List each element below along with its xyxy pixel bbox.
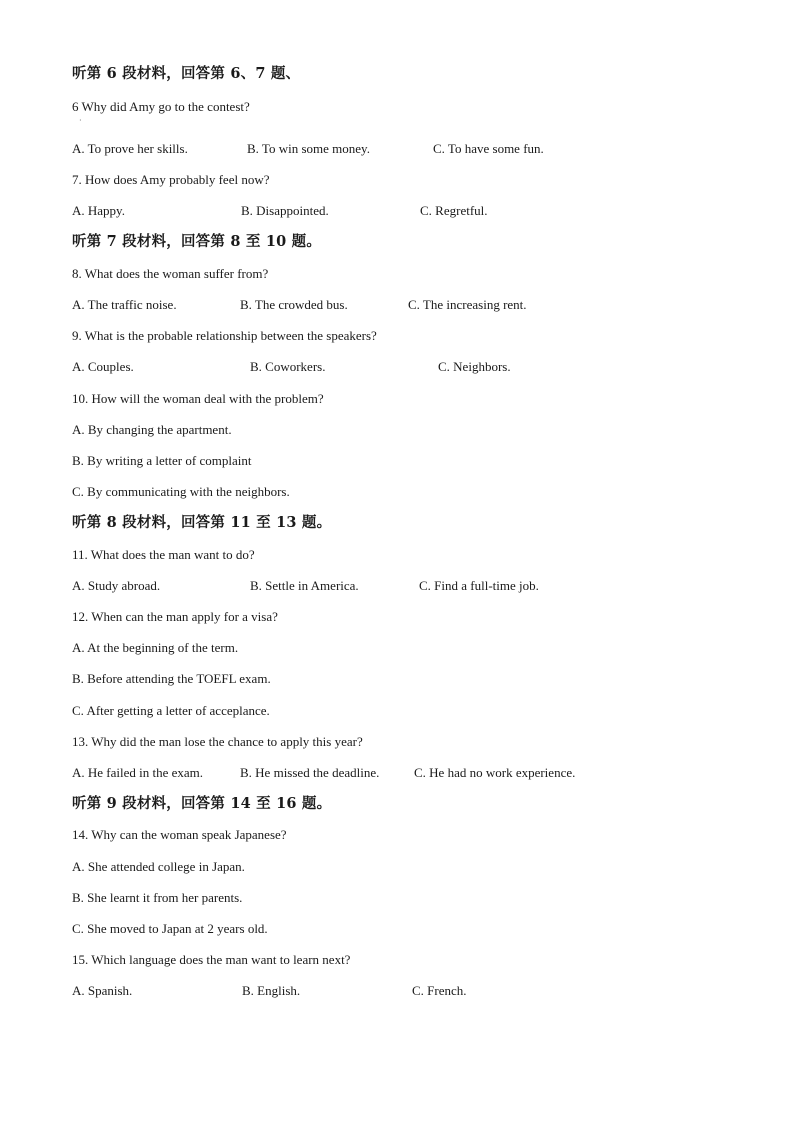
question-13: 13. Why did the man lose the chance to apply this year? xyxy=(72,734,363,749)
question-14-option-a: A. She attended college in Japan. xyxy=(72,859,245,874)
question-14-option-b: B. She learnt it from her parents. xyxy=(72,890,243,905)
question-12-option-b: B. Before attending the TOEFL exam. xyxy=(72,671,271,686)
section-heading-6: 听第 6 段材料，回答第 6、7 题、 xyxy=(72,65,301,82)
section-heading-9: 听第 9 段材料，回答第 14 至 16 题。 xyxy=(72,795,332,812)
option-c: C. French. xyxy=(412,983,467,998)
option-a: A. Study abroad. xyxy=(72,578,161,593)
option-a: A. He failed in the exam. xyxy=(72,765,204,780)
question-10-option-c: C. By communicating with the neighbors. xyxy=(72,484,290,499)
option-c: C. He had no work experience. xyxy=(414,765,576,780)
option-c: C. Neighbors. xyxy=(438,359,511,374)
question-6: 6 Why did Amy go to the contest? xyxy=(72,99,250,114)
option-a: A. To prove her skills. xyxy=(72,141,188,156)
question-10: 10. How will the woman deal with the problem? xyxy=(72,391,324,406)
option-b: B. Disappointed. xyxy=(241,203,329,218)
question-8: 8. What does the woman suffer from? xyxy=(72,266,269,281)
option-b: B. To win some money. xyxy=(247,141,370,156)
question-12-option-a: A. At the beginning of the term. xyxy=(72,640,239,655)
option-b: B. Coworkers. xyxy=(250,359,326,374)
option-c: C. To have some fun. xyxy=(433,141,544,156)
option-b: B. Settle in America. xyxy=(250,578,359,593)
option-b: B. The crowded bus. xyxy=(240,297,348,312)
option-b: B. He missed the deadline. xyxy=(240,765,380,780)
question-10-option-a: A. By changing the apartment. xyxy=(72,422,232,437)
option-a: A. Couples. xyxy=(72,359,134,374)
option-a: A. The traffic noise. xyxy=(72,297,177,312)
question-7: 7. How does Amy probably feel now? xyxy=(72,172,270,187)
option-b: B. English. xyxy=(242,983,301,998)
question-11: 11. What does the man want to do? xyxy=(72,547,255,562)
option-c: C. Find a full-time job. xyxy=(419,578,539,593)
stray-dot-mark: · xyxy=(79,116,82,125)
question-14-option-c: C. She moved to Japan at 2 years old. xyxy=(72,921,268,936)
option-c: C. The increasing rent. xyxy=(408,297,527,312)
option-c: C. Regretful. xyxy=(420,203,488,218)
question-10-option-b: B. By writing a letter of complaint xyxy=(72,453,252,468)
section-heading-7: 听第 7 段材料，回答第 8 至 10 题。 xyxy=(72,233,322,250)
option-a: A. Happy. xyxy=(72,203,125,218)
question-14: 14. Why can the woman speak Japanese? xyxy=(72,827,287,842)
question-9: 9. What is the probable relationship between the speakers? xyxy=(72,328,377,343)
question-12-option-c: C. After getting a letter of acceplance. xyxy=(72,703,270,718)
question-15: 15. Which language does the man want to learn next? xyxy=(72,952,351,967)
section-heading-8: 听第 8 段材料，回答第 11 至 13 题。 xyxy=(72,514,332,531)
option-a: A. Spanish. xyxy=(72,983,133,998)
question-12: 12. When can the man apply for a visa? xyxy=(72,609,278,624)
